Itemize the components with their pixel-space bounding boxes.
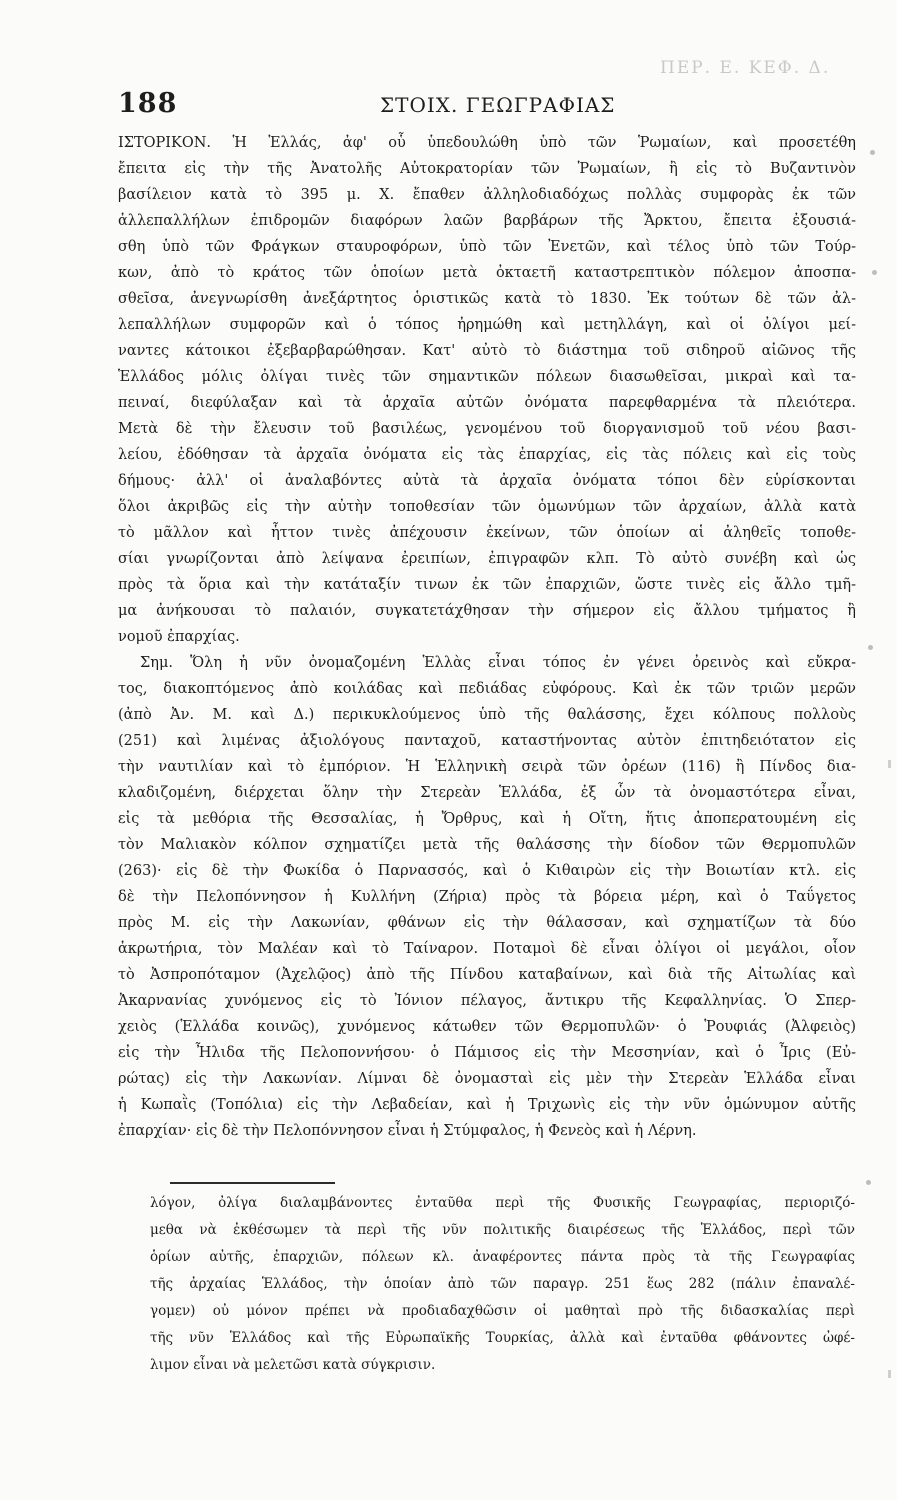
text-line: ἡ Κωπαῒς (Τοπόλια) εἰς τὴν Λεβαδείαν, καὶ ἡ Τριχωνὶς εἰς τὴν νῦν ὁμώνυμον αὐτῆς bbox=[118, 1097, 856, 1113]
text-line: τὸ μᾶλλον καὶ ἧττον τινὲς ἀπέχουσιν ἐκείνων, τῶν ὁποίων αἱ ἀληθεῖς τοποθε- bbox=[118, 525, 856, 541]
text-line: ΙΣΤΟΡΙΚΟΝ. Ἡ Ἑλλάς, ἀφ' οὗ ὑπεδουλώθη ὑπὸ τῶν Ῥωμαίων, καὶ προσετέθη bbox=[118, 135, 856, 151]
text-line: ὅλοι ἀκριβῶς εἰς τὴν αὐτὴν τοποθεσίαν τῶν ὁμωνύμων τῶν ἀρχαίων, ἀλλὰ κατὰ bbox=[118, 499, 856, 515]
text-line: ἀκρωτήρια, τὸν Μαλέαν καὶ τὸ Ταίναρον. Ποταμοὶ δὲ εἶναι ὀλίγοι οἱ μεγάλοι, οἷον bbox=[118, 941, 856, 957]
bleed-through-heading: ΠΕΡ. Ε. ΚΕΦ. Δ. bbox=[660, 58, 831, 78]
margin-speck bbox=[888, 760, 891, 768]
text-line: ἀλλεπαλλήλων ἐπιδρομῶν διαφόρων λαῶν βαρβάρων τῆς Ἄρκτου, ἔπειτα ἐξουσιά- bbox=[118, 213, 856, 229]
text-line: τὸ Ἀσπροπόταμον (Ἀχελῷος) ἀπὸ τῆς Πίνδου καταβαίνων, καὶ διὰ τῆς Αἰτωλίας καὶ bbox=[118, 967, 856, 983]
text-line: ναντες κάτοικοι ἐξεβαρβαρώθησαν. Κατ' αὐτὸ τὸ διάστημα τοῦ σιδηροῦ αἰῶνος τῆς bbox=[118, 343, 856, 359]
footnote-line: ὁρίων αὐτῆς, ἐπαρχιῶν, πόλεων κλ. ἀναφέροντες πάντα πρὸς τὰ τῆς Γεωγραφίας bbox=[150, 1249, 855, 1265]
page-header bbox=[118, 88, 853, 122]
footnote-line: γομεν) οὐ μόνον πρέπει νὰ προδιαδαχθῶσιν οἱ μαθηταὶ πρὸ τῆς διδασκαλίας περὶ bbox=[150, 1303, 855, 1319]
margin-speck bbox=[870, 150, 875, 155]
text-line: πειναί, διεφύλαξαν καὶ τὰ ἀρχαῖα αὐτῶν ὀνόματα παρεφθαρμένα τὰ πλειότερα. bbox=[118, 395, 856, 411]
text-line: Ἑλλάδος μόλις ὀλίγαι τινὲς τῶν σημαντικῶν πόλεων διασωθεῖσαι, μικραὶ καὶ τα- bbox=[118, 369, 856, 385]
footnote bbox=[150, 1190, 855, 1379]
page-number: 188 bbox=[118, 88, 178, 119]
text-line: (263)· εἰς δὲ τὴν Φωκίδα ὁ Παρνασσός, καὶ ὁ Κιθαιρὼν εἰς τὴν Βοιωτίαν κτλ. εἰς bbox=[118, 863, 856, 879]
text-line: ἔπειτα εἰς τὴν τῆς Ἀνατολῆς Αὐτοκρατορίαν τῶν Ῥωμαίων, ἢ εἰς τὸ Βυζαντινὸν bbox=[118, 161, 856, 177]
text-line: μα ἀνήκουσαι τὸ παλαιόν, συγκατετάχθησαν τὴν σήμερον εἰς ἄλλου τμήματος ἢ bbox=[118, 603, 856, 619]
text-line: σίαι γνωρίζονται ἀπὸ λείψανα ἐρειπίων, ἐπιγραφῶν κλπ. Τὸ αὐτὸ συνέβη καὶ ὡς bbox=[118, 551, 856, 567]
text-line: ἐπαρχίαν· εἰς δὲ τὴν Πελοπόννησον εἶναι ἡ Στύμφαλος, ἡ Φενεὸς καὶ ἡ Λέρνη. bbox=[118, 1123, 697, 1139]
footnote-line: μεθα νὰ ἐκθέσωμεν τὰ περὶ τῆς νῦν πολιτικῆς διαιρέσεως τῆς Ἑλλάδος, περὶ τῶν bbox=[150, 1222, 855, 1238]
footnote-line: λόγον, ὀλίγα διαλαμβάνοντες ἐνταῦθα περὶ τῆς Φυσικῆς Γεωγραφίας, περιοριζό- bbox=[150, 1195, 855, 1211]
text-line: πρὸς τὰ ὅρια καὶ τὴν κατάταξίν τινων ἐκ τῶν ἐπαρχιῶν, ὥστε τινὲς εἰς ἄλλο τμῆ- bbox=[118, 577, 856, 593]
footnote-rule bbox=[170, 1182, 335, 1184]
main-text bbox=[118, 130, 856, 1144]
footnote-line: τῆς ἀρχαίας Ἑλλάδος, τὴν ὁποίαν ἀπὸ τῶν παραγρ. 251 ἕως 282 (πάλιν ἐπαναλέ- bbox=[150, 1276, 855, 1292]
text-line: Μετὰ δὲ τὴν ἔλευσιν τοῦ βασιλέως, γενομένου τοῦ διοργανισμοῦ τοῦ νέου βασι- bbox=[118, 421, 856, 437]
text-line: λείου, ἐδόθησαν τὰ ἀρχαῖα ὀνόματα εἰς τὰς ἐπαρχίας, εἰς τὰς πόλεις καὶ εἰς τοὺς bbox=[118, 447, 856, 463]
text-line: ρώτας) εἰς τὴν Λακωνίαν. Λίμναι δὲ ὀνομασταὶ εἰς μὲν τὴν Στερεὰν Ἑλλάδα εἶναι bbox=[118, 1071, 856, 1087]
margin-speck bbox=[872, 270, 877, 275]
text-line: δήμους· ἀλλ' οἱ ἀναλαβόντες αὐτὰ τὰ ἀρχαῖα ὀνόματα τόποι δὲν εὑρίσκονται bbox=[118, 473, 856, 489]
text-line: δὲ τὴν Πελοπόννησον ἡ Κυλλήνη (Ζήρια) πρὸς τὰ βόρεια μέρη, καὶ ὁ Ταΰγετος bbox=[118, 889, 856, 905]
text-line: εἰς τὴν Ἦλιδα τῆς Πελοποννήσου· ὁ Πάμισος εἰς τὴν Μεσσηνίαν, καὶ ὁ Ἶρις (Εὐ- bbox=[118, 1045, 856, 1061]
text-line: (ἀπὸ Ἀν. Μ. καὶ Δ.) περικυκλούμενος ὑπὸ τῆς θαλάσσης, ἔχει κόλπους πολλοὺς bbox=[118, 707, 856, 723]
footnote-line: τῆς νῦν Ἑλλάδος καὶ τῆς Εὐρωπαϊκῆς Τουρκίας, ἀλλὰ καὶ ἐνταῦθα φθάνοντες ὠφέ- bbox=[150, 1330, 855, 1346]
margin-speck bbox=[868, 645, 873, 650]
margin-speck bbox=[866, 1180, 871, 1185]
text-line: σθη ὑπὸ τῶν Φράγκων σταυροφόρων, ὑπὸ τῶν Ἐνετῶν, καὶ τέλος ὑπὸ τῶν Τούρ- bbox=[118, 239, 856, 255]
text-line: λεπαλλήλων συμφορῶν καὶ ὁ τόπος ἠρημώθη καὶ μετηλλάγη, καὶ οἱ ὀλίγοι μεί- bbox=[118, 317, 856, 333]
text-line: πρὸς Μ. εἰς τὴν Λακωνίαν, φθάνων εἰς τὴν θάλασσαν, καὶ σχηματίζων τὰ δύο bbox=[118, 915, 856, 931]
text-line: κλαδιζομένη, διέρχεται ὅλην τὴν Στερεὰν Ἑλλάδα, ἐξ ὧν τὰ ὀνομαστότερα εἶναι, bbox=[118, 785, 856, 801]
text-line: τὴν ναυτιλίαν καὶ τὸ ἐμπόριον. Ἡ Ἑλληνικὴ σειρὰ τῶν ὀρέων (116) ἢ Πίνδος δια- bbox=[118, 759, 856, 775]
text-line: Σημ. Ὅλη ἡ νῦν ὀνομαζομένη Ἑλλὰς εἶναι τόπος ἐν γένει ὀρεινὸς καὶ εὔκρα- bbox=[140, 655, 856, 671]
text-line: κων, ἀπὸ τὸ κράτος τῶν ὁποίων μετὰ ὀκταετῆ καταστρεπτικὸν πόλεμον ἀποσπα- bbox=[118, 265, 856, 281]
text-line: τὸν Μαλιακὸν κόλπον σχηματίζει μετὰ τῆς θαλάσσης τὴν δίοδον τῶν Θερμοπυλῶν bbox=[118, 837, 856, 853]
text-line: (251) καὶ λιμένας ἀξιολόγους πανταχοῦ, καταστήνοντας αὐτὸν ἐπιτηδειότατον εἰς bbox=[118, 733, 856, 749]
running-title: ΣΤΟΙΧ. ΓΕΩΓΡΑΦΙΑΣ bbox=[380, 93, 616, 117]
text-line: τος, διακοπτόμενος ἀπὸ κοιλάδας καὶ πεδιάδας εὐφόρους. Καὶ ἐκ τῶν τριῶν μερῶν bbox=[118, 681, 856, 697]
text-line: χειὸς (Ἑλλάδα κοινῶς), χυνόμενος κάτωθεν τῶν Θερμοπυλῶν· ὁ Ῥουφιάς (Ἀλφειὸς) bbox=[118, 1019, 856, 1035]
margin-speck bbox=[888, 1370, 891, 1378]
text-line: σθεῖσα, ἀνεγνωρίσθη ἀνεξάρτητος ὁριστικῶς κατὰ τὸ 1830. Ἐκ τούτων δὲ τῶν ἀλ- bbox=[118, 291, 856, 307]
text-line: νομοῦ ἐπαρχίας. bbox=[118, 629, 240, 645]
text-line: εἰς τὰ μεθόρια τῆς Θεσσαλίας, ἡ Ὄρθρυς, καὶ ἡ Οἴτη, ἥτις ἀποπερατουμένη εἰς bbox=[118, 811, 856, 827]
footnote-line: λιμον εἶναι νὰ μελετῶσι κατὰ σύγκρισιν. bbox=[150, 1357, 436, 1373]
text-line: Ἀκαρνανίας χυνόμενος εἰς τὸ Ἰόνιον πέλαγος, ἄντικρυ τῆς Κεφαλληνίας. Ὁ Σπερ- bbox=[118, 993, 856, 1009]
text-line: βασίλειον κατὰ τὸ 395 μ. Χ. ἔπαθεν ἀλληλοδιαδόχως πολλὰς συμφορὰς ἐκ τῶν bbox=[118, 187, 856, 203]
